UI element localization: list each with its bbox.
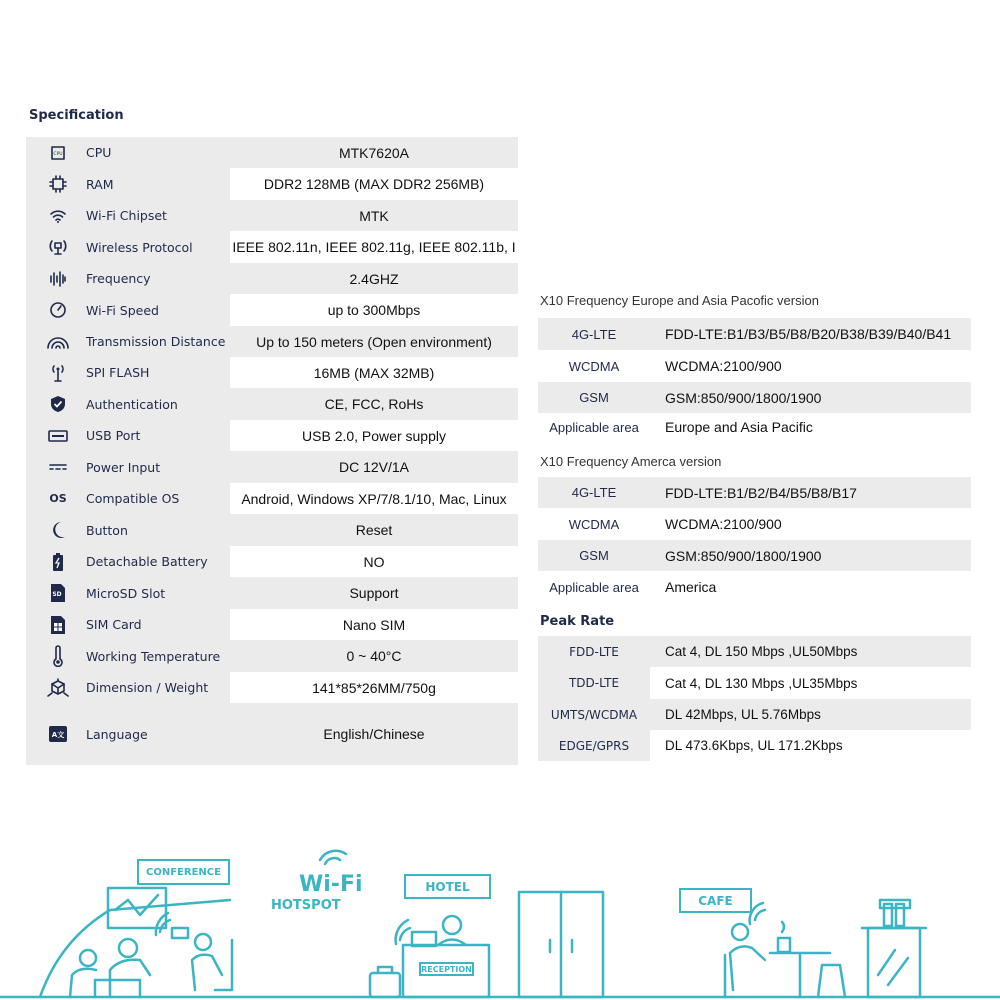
spec-title: Specification: [29, 108, 124, 123]
spec-label: SPI FLASH: [86, 365, 150, 380]
america-row: [538, 540, 971, 571]
spec-row: [26, 577, 518, 609]
spec-row: [26, 137, 518, 168]
peak-value: Cat 4, DL 150 Mbps ,UL50Mbps: [650, 636, 971, 667]
cafe-scene: [725, 900, 926, 997]
europe-label: GSM: [538, 382, 650, 413]
spec-row: [26, 420, 518, 451]
cafe-cabinet: [868, 928, 920, 997]
spec-label-cell: [26, 231, 230, 263]
spec-value: 141*85*26MM/750g: [230, 672, 518, 703]
spec-row: [26, 231, 518, 263]
peak-label: TDD-LTE: [538, 667, 650, 699]
spec-label: RAM: [86, 176, 114, 192]
dc-power-icon: [46, 462, 70, 472]
spec-row: [26, 483, 518, 514]
america-label: Applicable area: [538, 571, 650, 603]
spec-label-cell: [26, 577, 230, 609]
europe-title: X10 Frequency Europe and Asia Pacofic version: [540, 293, 819, 308]
spec-label: Wi-Fi Chipset: [86, 208, 167, 223]
signal-arc-icon: [46, 335, 70, 349]
speedometer-icon: [46, 301, 70, 319]
america-value: FDD-LTE:B1/B2/B4/B5/B8/B17: [650, 477, 971, 508]
dimension-icon: [46, 678, 70, 698]
spec-row: [26, 263, 518, 294]
spec-row: [26, 326, 518, 357]
spec-row: [26, 703, 518, 765]
spec-row: [26, 357, 518, 388]
spec-value: DC 12V/1A: [230, 451, 518, 483]
moon-icon: [46, 521, 70, 539]
sd-card-icon: [46, 583, 70, 603]
spec-value: DDR2 128MB (MAX DDR2 256MB): [230, 168, 518, 200]
spec-label-cell: [26, 451, 230, 483]
spec-label-cell: [26, 326, 230, 357]
svg-text:A文: A文: [51, 731, 65, 739]
america-label: 4G-LTE: [538, 477, 650, 508]
america-frequency-table: [538, 477, 971, 603]
spec-label-cell: [26, 168, 230, 200]
peak-label: UMTS/WCDMA: [538, 699, 650, 730]
spec-label-cell: [26, 137, 230, 168]
spec-label-cell: [26, 263, 230, 294]
svg-text:SD: SD: [52, 591, 62, 598]
shield-check-icon: [46, 395, 70, 413]
europe-row: [538, 413, 971, 441]
america-value: WCDMA:2100/900: [650, 508, 971, 540]
battery-icon: [46, 552, 70, 572]
spec-label: CPU: [86, 145, 112, 160]
spec-row: [26, 451, 518, 483]
thermometer-icon: [46, 645, 70, 667]
usb-port-icon: [46, 429, 70, 443]
spec-label-cell: [26, 609, 230, 640]
america-value: America: [650, 571, 971, 603]
reception-sign: RECEPTION: [419, 962, 474, 976]
america-row: [538, 477, 971, 508]
peak-row: [538, 636, 971, 667]
peak-rate-table: [538, 636, 971, 761]
language-icon: [46, 725, 70, 743]
america-row: [538, 508, 971, 540]
person-head: [119, 939, 137, 957]
peak-row: [538, 730, 971, 761]
wifi-logo-bottom: HOTSPOT: [271, 898, 341, 913]
spec-row: [26, 609, 518, 640]
europe-value: WCDMA:2100/900: [650, 350, 971, 382]
europe-row: [538, 318, 971, 350]
spec-value: 2.4GHZ: [230, 263, 518, 294]
spec-row: [26, 514, 518, 546]
spec-label: Transmission Distance: [86, 334, 226, 349]
conference-sign: CONFERENCE: [137, 859, 230, 885]
spec-row: [26, 672, 518, 703]
spec-label: Dimension / Weight: [86, 680, 209, 695]
spec-value: MTK: [230, 200, 518, 231]
europe-value: Europe and Asia Pacific: [650, 413, 971, 441]
europe-value: GSM:850/900/1800/1900: [650, 382, 971, 413]
spec-row: [26, 294, 518, 326]
spec-value: Reset: [230, 514, 518, 546]
europe-label: 4G-LTE: [538, 318, 650, 350]
spec-label: Button: [86, 522, 128, 538]
spec-label: Power Input: [86, 459, 161, 475]
spec-label: Detachable Battery: [86, 554, 208, 569]
europe-value: FDD-LTE:B1/B3/B5/B8/B20/B38/B39/B40/B41: [650, 318, 971, 350]
cafe-sign: CAFE: [679, 888, 752, 913]
spec-value: CE, FCC, RoHs: [230, 388, 518, 420]
hotel-scene: [370, 892, 603, 997]
spec-value: USB 2.0, Power supply: [230, 420, 518, 451]
europe-label: Applicable area: [538, 413, 650, 441]
spec-value: 0 ~ 40°C: [230, 640, 518, 672]
spec-label: Frequency: [86, 271, 151, 286]
spec-table: [26, 137, 518, 765]
europe-frequency-table: [538, 318, 971, 441]
europe-row: [538, 382, 971, 413]
spec-label: USB Port: [86, 428, 141, 443]
wifi-arcs-icon: [320, 851, 346, 864]
spec-label-cell: [26, 388, 230, 420]
spec-row: [26, 640, 518, 672]
spec-label-cell: [26, 294, 230, 326]
spec-label: Wi-Fi Speed: [86, 302, 159, 318]
broadcast-icon: [46, 238, 70, 256]
hotel-sign: HOTEL: [404, 874, 491, 899]
svg-text:CPU: CPU: [53, 151, 63, 157]
spec-value: Nano SIM: [230, 609, 518, 640]
os-icon: OS: [49, 492, 67, 505]
spec-row: [26, 168, 518, 200]
spec-value: NO: [230, 546, 518, 577]
spec-value: Up to 150 meters (Open environment): [230, 326, 518, 357]
peak-row: [538, 699, 971, 730]
peak-rate-title: Peak Rate: [540, 614, 615, 629]
spec-label-cell: [26, 703, 230, 765]
spec-label: Wireless Protocol: [86, 239, 193, 255]
conference-scene: [40, 888, 232, 997]
spec-label: MicroSD Slot: [86, 585, 166, 601]
spec-row: [26, 546, 518, 577]
spec-label-cell: [26, 200, 230, 231]
spec-label-cell: [26, 672, 230, 703]
america-title: X10 Frequency Amerca version: [540, 454, 722, 469]
spec-label-cell: [26, 357, 230, 388]
spec-row: [26, 200, 518, 231]
peak-label: EDGE/GPRS: [538, 730, 650, 761]
peak-value: DL 473.6Kbps, UL 171.2Kbps: [650, 730, 971, 761]
peak-value: DL 42Mbps, UL 5.76Mbps: [650, 699, 971, 730]
spec-label: SIM Card: [86, 617, 142, 632]
spec-value: MTK7620A: [230, 137, 518, 168]
spec-label-cell: [26, 483, 230, 514]
spec-value: English/Chinese: [230, 703, 518, 765]
spec-row: [26, 388, 518, 420]
spec-value: IEEE 802.11n, IEEE 802.11g, IEEE 802.11b, I: [230, 231, 518, 263]
america-label: GSM: [538, 540, 650, 571]
spec-value: Android, Windows XP/7/8.1/10, Mac, Linux: [230, 483, 518, 514]
spec-label-cell: [26, 640, 230, 672]
wifi-logo-top: Wi-Fi: [299, 872, 363, 897]
america-value: GSM:850/900/1800/1900: [650, 540, 971, 571]
spec-label: Authentication: [86, 396, 178, 412]
spec-label-cell: [26, 420, 230, 451]
spec-label: Compatible OS: [86, 491, 180, 506]
spec-label: Language: [86, 726, 148, 742]
peak-value: Cat 4, DL 130 Mbps ,UL35Mbps: [650, 667, 971, 699]
europe-row: [538, 350, 971, 382]
spec-value: 16MB (MAX 32MB): [230, 357, 518, 388]
antenna-icon: [46, 363, 70, 383]
spec-label-cell: [26, 546, 230, 577]
wifi-icon: [46, 208, 70, 224]
america-label: WCDMA: [538, 508, 650, 540]
america-row: [538, 571, 971, 603]
chip-icon: [46, 175, 70, 193]
cpu-icon: [46, 144, 70, 162]
spec-value: Support: [230, 577, 518, 609]
spec-value: up to 300Mbps: [230, 294, 518, 326]
frequency-icon: [46, 270, 70, 288]
europe-label: WCDMA: [538, 350, 650, 382]
sim-card-icon: [46, 615, 70, 635]
spec-label: Working Temperature: [86, 648, 221, 664]
peak-label: FDD-LTE: [538, 636, 650, 667]
spec-label-cell: [26, 514, 230, 546]
peak-row: [538, 667, 971, 699]
